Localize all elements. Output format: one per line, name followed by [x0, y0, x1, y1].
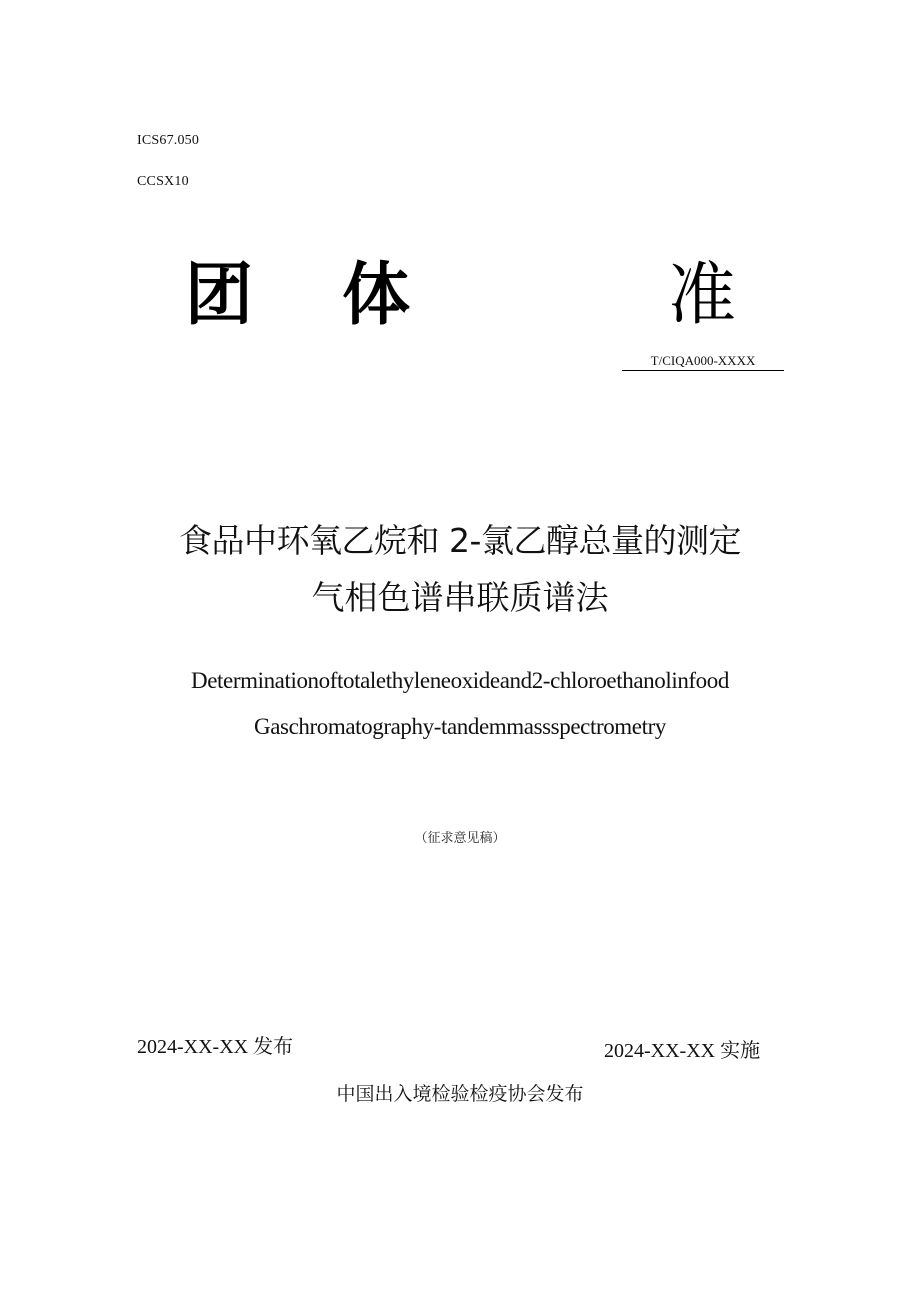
title-chinese-line-2: 气相色谱串联质谱法	[311, 578, 609, 617]
publish-date: 2024-XX-XX 发布	[137, 1036, 294, 1058]
publisher: 中国出入境检验检疫协会发布	[336, 1083, 584, 1105]
standard-type-char-1: 团	[185, 256, 254, 335]
standard-type-char-3: 准	[668, 256, 737, 335]
title-chinese-line-1: 食品中环氧乙烷和 2-氯乙醇总量的测定	[179, 521, 741, 560]
title-english-line-1: Determinationoftotalethyleneoxideand2-chloroethanolinfood	[191, 668, 729, 693]
implement-date: 2024-XX-XX 实施	[604, 1040, 761, 1062]
ics-code: ICS67.050	[137, 133, 200, 148]
draft-status: （征求意见稿）	[414, 831, 506, 846]
standard-number: T/CIQA000-XXXX	[622, 353, 784, 371]
standard-type-char-2: 体	[342, 256, 411, 335]
ccs-code: CCSX10	[137, 174, 189, 189]
title-english-line-2: Gaschromatography-tandemmassspectrometry	[254, 714, 666, 739]
